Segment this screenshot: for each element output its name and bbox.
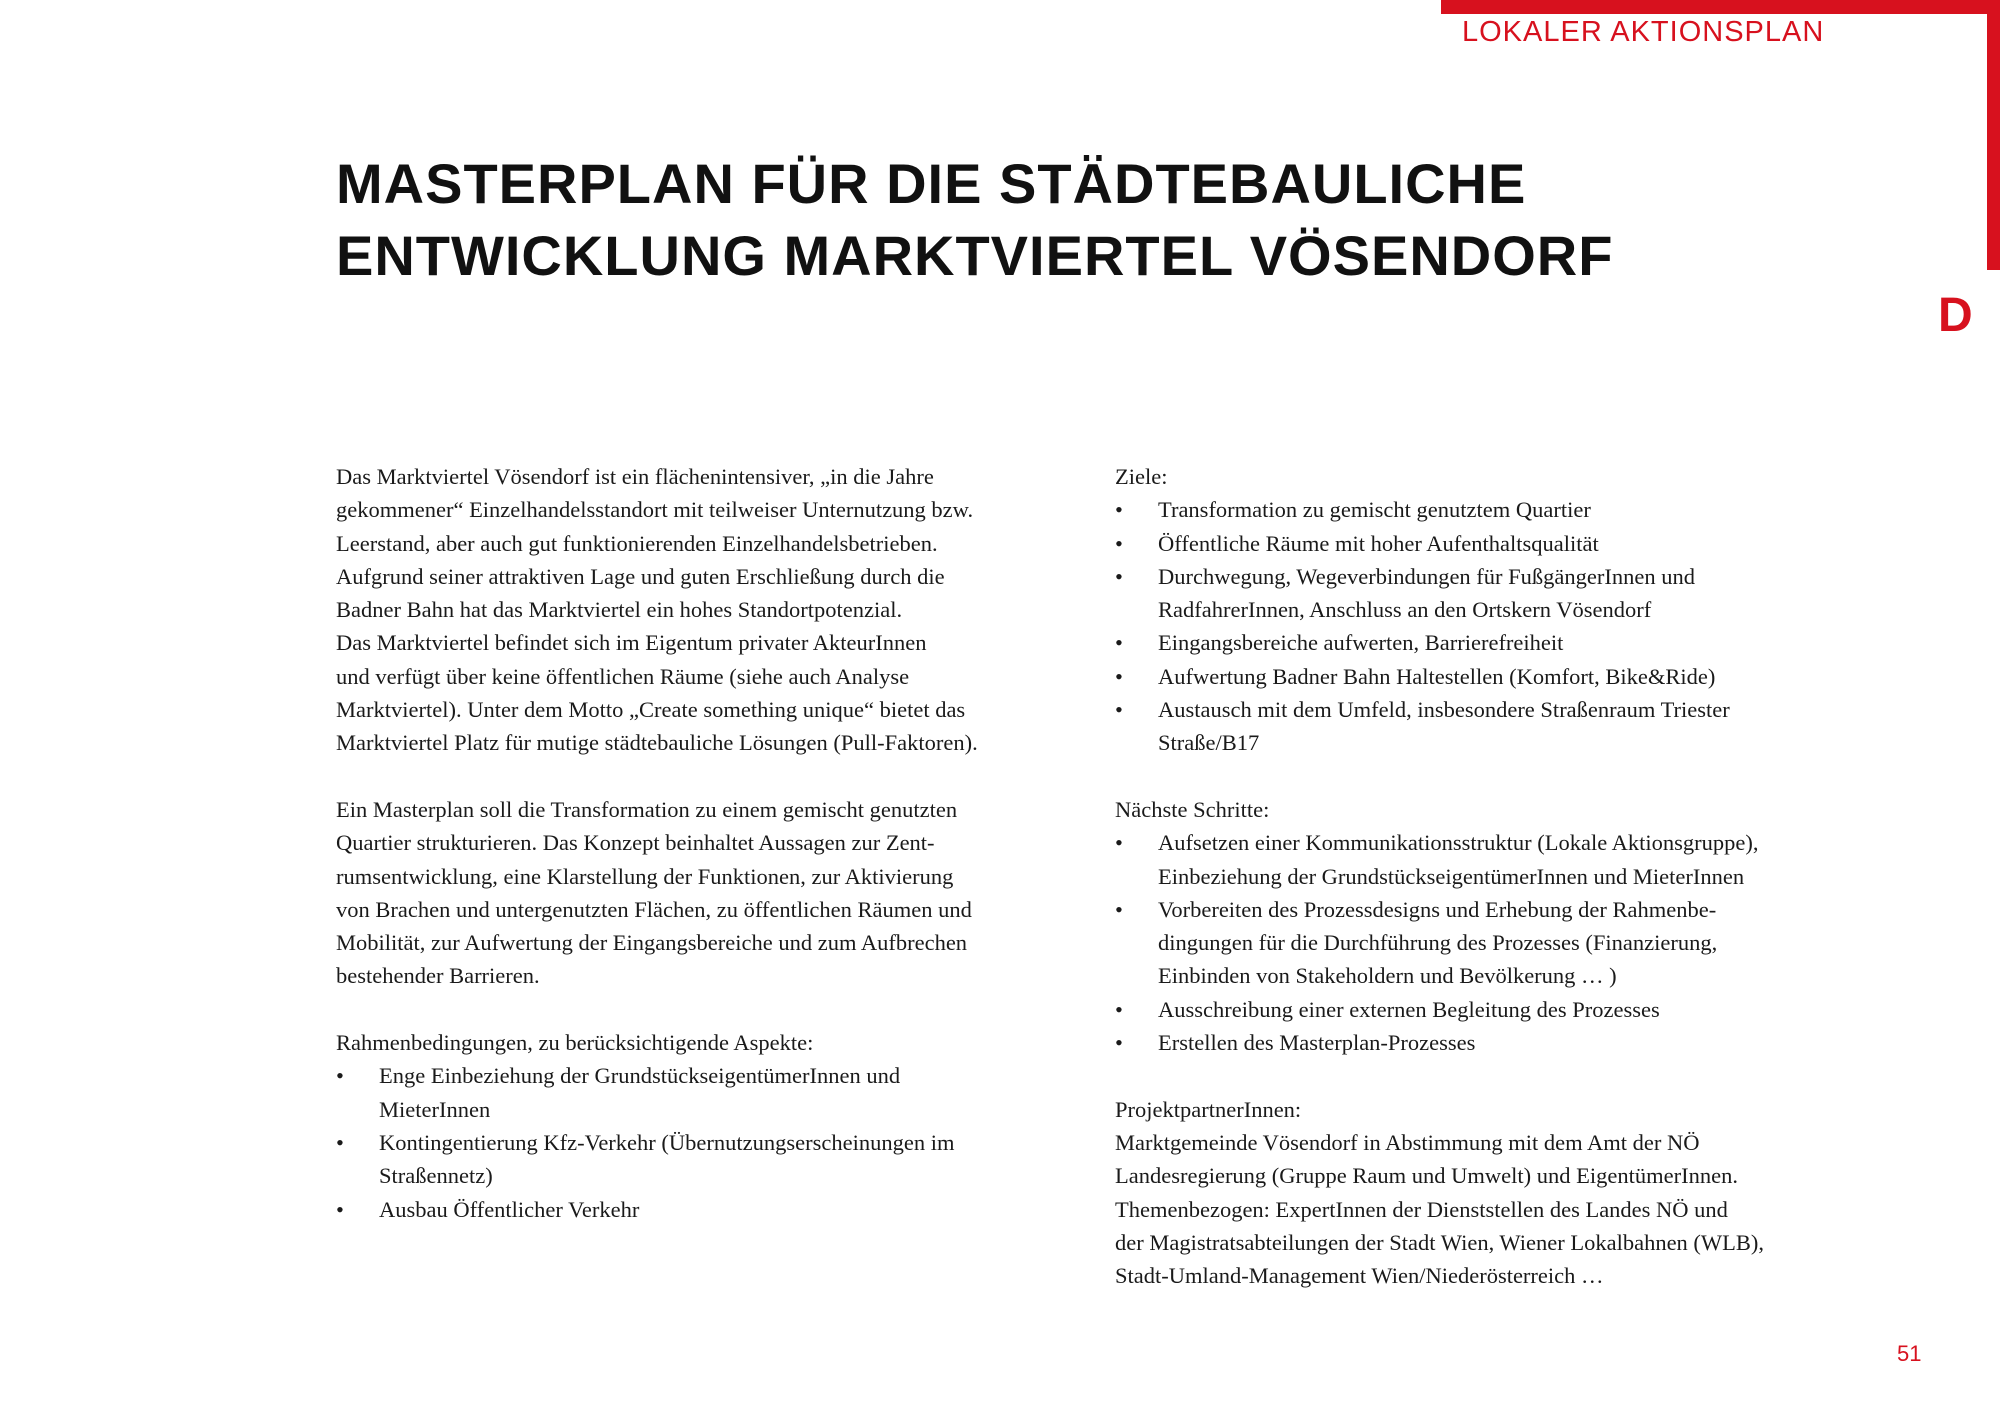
top-accent-bar xyxy=(1441,0,2000,14)
text-line: Straße/B17 xyxy=(1158,730,1260,756)
text-line: Enge Einbeziehung der GrundstückseigentümerInnen und xyxy=(379,1063,901,1089)
text-line: Ausbau Öffentlicher Verkehr xyxy=(379,1196,640,1222)
bullet-icon: • xyxy=(1115,830,1123,856)
bullet-icon: • xyxy=(1115,563,1123,589)
page-title-line: MASTERPLAN FÜR DIE STÄDTEBAULICHE xyxy=(336,152,1527,215)
list-item xyxy=(1115,660,1875,693)
text-line: von Brachen und untergenutzten Flächen, zu öffentlichen Räumen und xyxy=(336,896,972,922)
intro-paragraph xyxy=(336,460,1096,760)
text-line: rumsentwicklung, eine Klarstellung der Funktionen, zur Aktivierung xyxy=(336,863,954,889)
text-line: Transformation zu gemischt genutztem Quartier xyxy=(1158,497,1591,523)
text-line: Einbeziehung der GrundstückseigentümerInnen und MieterInnen xyxy=(1158,863,1745,889)
list-item xyxy=(336,1126,1096,1193)
bullet-icon: • xyxy=(1115,896,1123,922)
text-line: Marktviertel Platz für mutige städtebauliche Lösungen (Pull-Faktoren). xyxy=(336,730,978,756)
paragraph-gap xyxy=(1115,1059,1875,1092)
list-item xyxy=(1115,493,1875,526)
side-accent-bar xyxy=(1987,0,2000,270)
text-line: Leerstand, aber auch gut funktionierenden Einzelhandelsbetrieben. xyxy=(336,530,938,556)
page-title-line: ENTWICKLUNG MARKTVIERTEL VÖSENDORF xyxy=(336,224,1614,287)
list-item xyxy=(1115,527,1875,560)
list-item xyxy=(1115,893,1875,993)
text-line: Durchwegung, Wegeverbindungen für FußgängerInnen und xyxy=(1158,563,1696,589)
text-line: dingungen für die Durchführung des Prozesses (Finanzierung, xyxy=(1158,930,1718,956)
text-line: bestehender Barrieren. xyxy=(336,963,540,989)
text-line: Marktgemeinde Vösendorf in Abstimmung mit dem Amt der NÖ xyxy=(1115,1129,1700,1155)
text-line: und verfügt über keine öffentlichen Räume (siehe auch Analyse xyxy=(336,663,910,689)
text-line: Erstellen des Masterplan-Prozesses xyxy=(1158,1030,1476,1056)
list-item xyxy=(1115,1026,1875,1059)
bullet-icon: • xyxy=(1115,697,1123,723)
bullet-icon: • xyxy=(336,1196,344,1222)
list-item xyxy=(336,1059,1096,1126)
text-line: Badner Bahn hat das Marktviertel ein hohes Standortpotenzial. xyxy=(336,597,903,623)
bullet-icon: • xyxy=(1115,1030,1123,1056)
ziele-heading: Ziele: xyxy=(1115,464,1168,489)
chapter-letter: D xyxy=(1938,289,1973,342)
text-line: Aufsetzen einer Kommunikationsstruktur (Lokale Aktionsgruppe), xyxy=(1158,830,1759,856)
rahmen-list xyxy=(336,1059,1096,1225)
page-number: 51 xyxy=(1897,1341,1922,1366)
bullet-icon: • xyxy=(336,1129,344,1155)
bullet-icon: • xyxy=(1115,630,1123,656)
rahmen-heading: Rahmenbedingungen, zu berücksichtigende Aspekte: xyxy=(336,1030,814,1056)
text-line: Quartier strukturieren. Das Konzept beinhaltet Aussagen zur Zent- xyxy=(336,830,935,856)
list-item xyxy=(1115,826,1875,893)
section-label: LOKALER AKTIONSPLAN xyxy=(1462,16,1825,48)
text-line: Einbinden von Stakeholdern und Bevölkerung … ) xyxy=(1158,963,1617,989)
right-column xyxy=(1115,460,1875,1292)
bullet-icon: • xyxy=(336,1063,344,1089)
text-line: Austausch mit dem Umfeld, insbesondere Straßenraum Triester xyxy=(1158,697,1730,723)
paragraph-gap xyxy=(336,993,1096,1026)
text-line: Marktviertel). Unter dem Motto „Create something unique“ bietet das xyxy=(336,697,966,723)
ziele-list xyxy=(1115,493,1875,759)
text-line: Straßennetz) xyxy=(379,1163,493,1189)
text-line: der Magistratsabteilungen der Stadt Wien, Wiener Lokalbahnen (WLB), xyxy=(1115,1229,1765,1255)
schritte-list xyxy=(1115,826,1875,1059)
text-line: Ein Masterplan soll die Transformation zu einem gemischt genutzten xyxy=(336,796,958,822)
text-line: MieterInnen xyxy=(379,1096,491,1122)
text-line: Ausschreibung einer externen Begleitung des Prozesses xyxy=(1158,996,1660,1022)
text-line: Landesregierung (Gruppe Raum und Umwelt) und EigentümerInnen. xyxy=(1115,1163,1738,1189)
bullet-icon: • xyxy=(1115,530,1123,556)
text-line: Aufwertung Badner Bahn Haltestellen (Komfort, Bike&Ride) xyxy=(1158,663,1716,689)
list-item xyxy=(1115,560,1875,627)
bullet-icon: • xyxy=(1115,996,1123,1022)
paragraph-gap xyxy=(336,760,1096,793)
left-column xyxy=(336,460,1096,1226)
list-item xyxy=(336,1193,1096,1226)
text-line: Das Marktviertel Vösendorf ist ein flächenintensiver, „in die Jahre xyxy=(336,464,934,489)
text-line: Kontingentierung Kfz-Verkehr (Übernutzungserscheinungen im xyxy=(379,1129,955,1155)
text-line: Das Marktviertel befindet sich im Eigentum privater AkteurInnen xyxy=(336,630,927,656)
list-item xyxy=(1115,626,1875,659)
list-item xyxy=(1115,993,1875,1026)
partner-paragraph xyxy=(1115,1126,1875,1292)
bullet-icon: • xyxy=(1115,497,1123,523)
text-line: Aufgrund seiner attraktiven Lage und guten Erschließung durch die xyxy=(336,563,945,589)
text-line: gekommener“ Einzelhandelsstandort mit teilweiser Unternutzung bzw. xyxy=(336,497,974,523)
paragraph-gap xyxy=(1115,760,1875,793)
text-line: Öffentliche Räume mit hoher Aufenthaltsqualität xyxy=(1158,530,1599,556)
partner-heading: ProjektpartnerInnen: xyxy=(1115,1096,1302,1122)
text-line: Eingangsbereiche aufwerten, Barrierefreiheit xyxy=(1158,630,1564,656)
text-line: Stadt-Umland-Management Wien/Niederösterreich … xyxy=(1115,1263,1604,1289)
page-title xyxy=(336,148,1736,292)
schritte-heading: Nächste Schritte: xyxy=(1115,796,1270,822)
text-line: Vorbereiten des Prozessdesigns und Erhebung der Rahmenbe- xyxy=(1158,896,1717,922)
text-line: Themenbezogen: ExpertInnen der Dienststellen des Landes NÖ und xyxy=(1115,1196,1728,1222)
bullet-icon: • xyxy=(1115,663,1123,689)
text-line: Mobilität, zur Aufwertung der Eingangsbereiche und zum Aufbrechen xyxy=(336,930,968,956)
text-line: RadfahrerInnen, Anschluss an den Ortskern Vösendorf xyxy=(1158,597,1652,623)
list-item xyxy=(1115,693,1875,760)
masterplan-paragraph xyxy=(336,793,1096,993)
